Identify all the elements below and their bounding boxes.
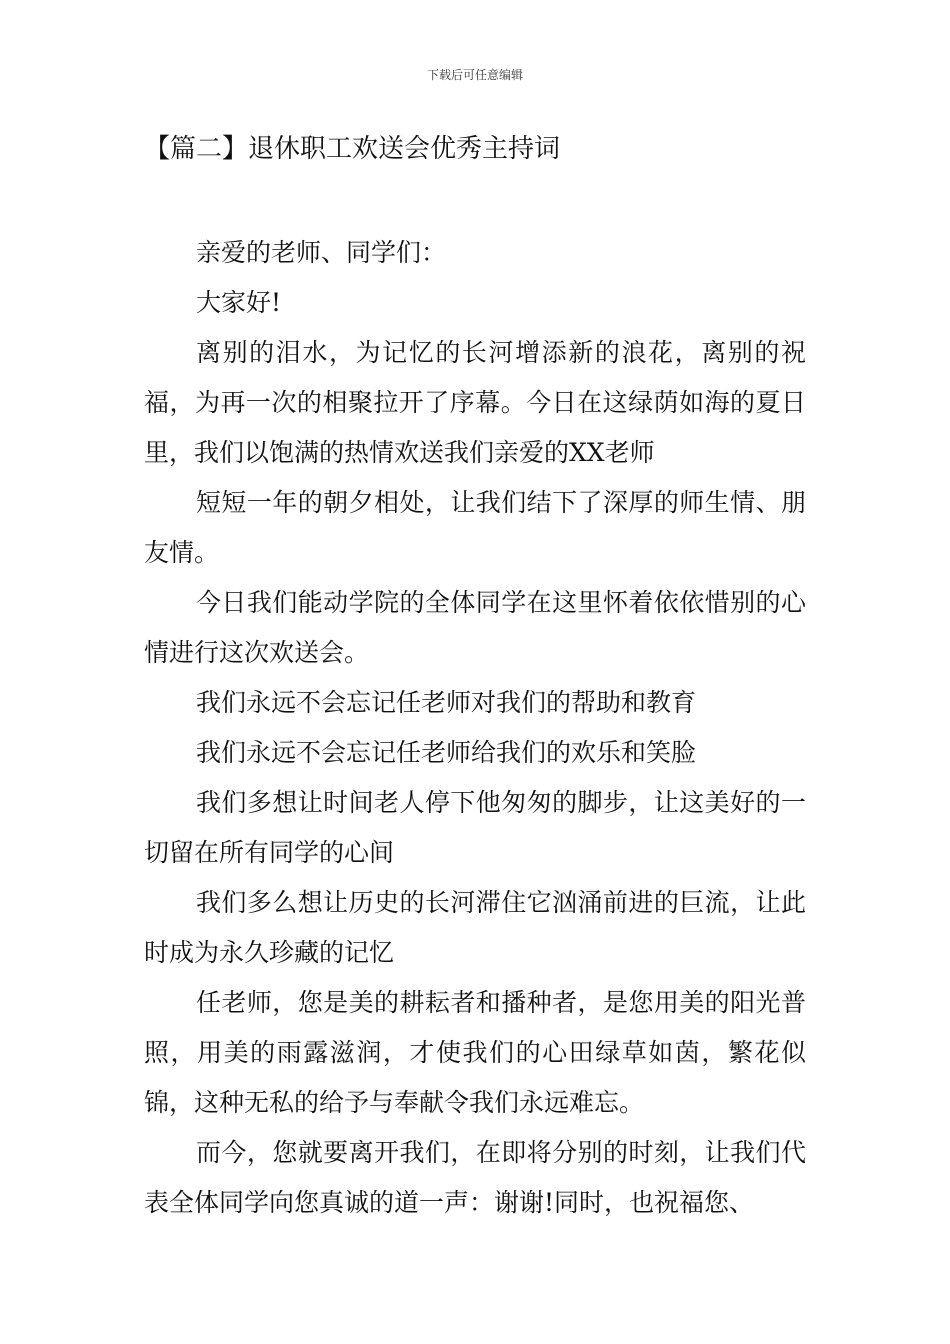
paragraph-never-forget-help: 我们永远不会忘记任老师对我们的帮助和教育: [196, 688, 697, 717]
paragraph-one-year: 短短一年的朝夕相处，让我们结下了深厚的师生情、朋友情。: [144, 488, 806, 567]
document-body: [144, 228, 806, 1228]
paragraph-time-stop: 我们多想让时间老人停下他匆匆的脚步，让这美好的一切留在所有同学的心间: [144, 788, 806, 867]
paragraph-hello: 大家好!: [196, 288, 282, 317]
paragraph-teacher-praise: 任老师，您是美的耕耘者和播种者，是您用美的阳光普照，用美的雨露滋润，才使我们的心田绿草如茵，繁花似锦，这种无私的给予与奉献令我们永远难忘。: [144, 988, 806, 1117]
paragraph-river-of-history: 我们多么想让历史的长河滞住它汹涌前进的巨流，让此时成为永久珍藏的记忆: [144, 888, 806, 967]
paragraph-never-forget-joy: 我们永远不会忘记任老师给我们的欢乐和笑脸: [196, 738, 697, 767]
paragraph-farewell-tears: 离别的泪水，为记忆的长河增添新的浪花，离别的祝福，为再一次的相聚拉开了序幕。今日在这绿荫如海的夏日里，我们以饱满的热情欢送我们亲爱的XX老师: [144, 338, 806, 467]
document-title: 【篇二】退休职工欢送会优秀主持词: [144, 134, 561, 164]
paragraph-thanks: 而今，您就要离开我们，在即将分别的时刻，让我们代表全体同学向您真诚的道一声：谢谢!同时，也祝福您、: [144, 1138, 806, 1217]
paragraph-today: 今日我们能动学院的全体同学在这里怀着依依惜别的心情进行这次欢送会。: [144, 588, 806, 667]
paragraph-greeting: 亲爱的老师、同学们：: [196, 238, 447, 267]
page-header-note: 下载后可任意编辑: [426, 68, 523, 82]
